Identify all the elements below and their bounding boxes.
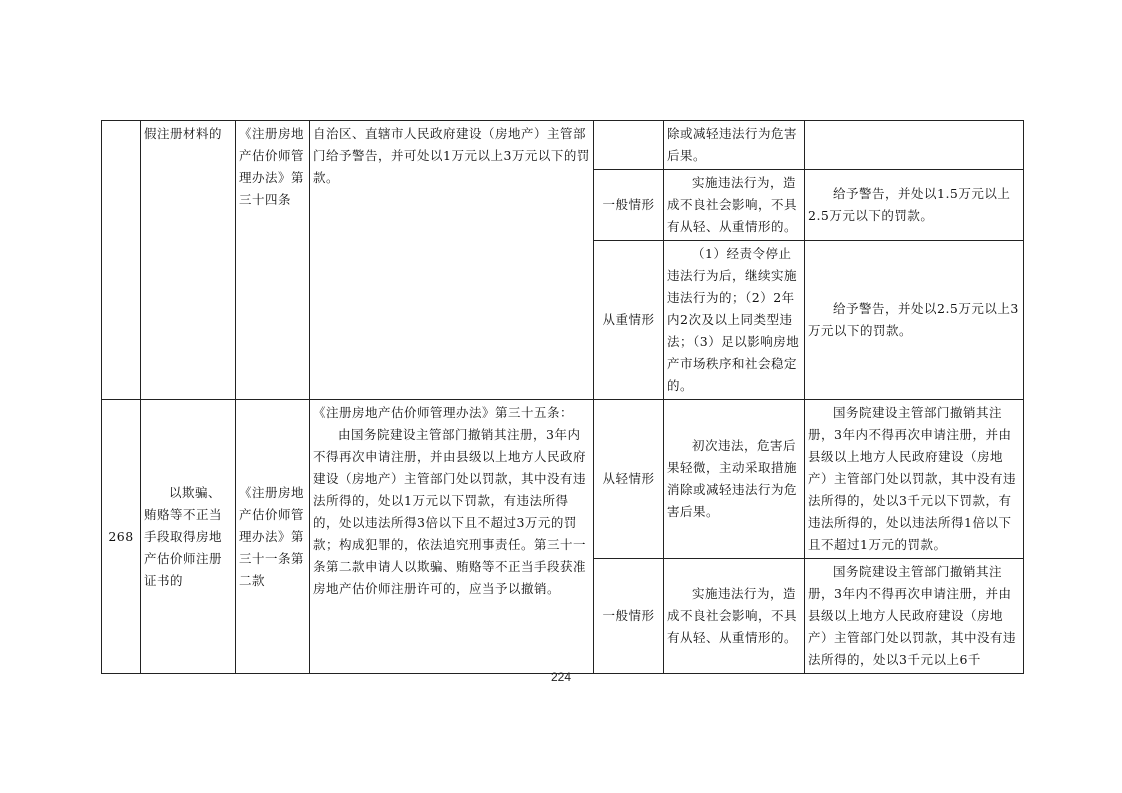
provision-text: 由国务院建设主管部门撤销其注册，3年内不得再次申请注册，并由县级以上地方人民政府建设（房地产）主管部门处以罚款，其中没有违法所得的，处以1万元以下罚款，有违法所得的，处以违法所得3倍以下且不超过3万元的罚款；构成犯罪的，依法追究刑事责任。第三十一条第二款申请人以欺骗、贿赂等不正当手段获准房地产估价师注册许可的，应当予以撤销。	[313, 427, 587, 596]
penalty-standard-cell	[805, 121, 1024, 170]
circumstance-cell: 初次违法，危害后果轻微，主动采取措施消除或减轻违法行为危害后果。	[664, 400, 805, 559]
penalty-standard-cell: 给予警告，并处以2.5万元以上3万元以下的罚款。	[805, 241, 1024, 400]
penalty-standards-table	[101, 120, 1024, 674]
table-row	[102, 400, 1024, 559]
circumstance-cell: 除或减轻违法行为危害后果。	[664, 121, 805, 170]
circumstance-cell: 实施违法行为，造成不良社会影响，不具有从轻、从重情形的。	[664, 170, 805, 241]
discretion-level-cell	[594, 121, 664, 170]
legal-basis-cell: 《注册房地产估价师管理办法》第三十一条第二款	[236, 400, 310, 674]
violation-item-cell: 假注册材料的	[141, 121, 236, 400]
circumstance-cell: 实施违法行为，造成不良社会影响，不具有从轻、从重情形的。	[664, 559, 805, 674]
circumstance-cell: （1）经责令停止违法行为后，继续实施违法行为的；（2）2年内2次及以上同类型违法；（3）足以影响房地产市场秩序和社会稳定的。	[664, 241, 805, 400]
violation-item-cell: 以欺骗、贿赂等不正当手段取得房地产估价师注册证书的	[141, 400, 236, 674]
penalty-provision-cell	[310, 400, 594, 674]
discretion-level-cell: 一般情形	[594, 170, 664, 241]
penalty-standard-cell: 国务院建设主管部门撤销其注册，3年内不得再次申请注册，并由县级以上地方人民政府建设（房地产）主管部门处以罚款，其中没有违法所得的，处以3千元以下罚款，有违法所得的，处以违法所得1倍以下且不超过1万元的罚款。	[805, 400, 1024, 559]
seq-cell: 268	[102, 400, 141, 674]
discretion-level-cell: 一般情形	[594, 559, 664, 674]
penalty-provision-cell: 自治区、直辖市人民政府建设（房地产）主管部门给予警告，并可处以1万元以上3万元以下的罚款。	[310, 121, 594, 400]
page-number: 224	[550, 670, 572, 684]
provision-title: 《注册房地产估价师管理办法》第三十五条：	[313, 405, 574, 420]
discretion-level-cell: 从重情形	[594, 241, 664, 400]
penalty-standard-cell: 给予警告，并处以1.5万元以上2.5万元以下的罚款。	[805, 170, 1024, 241]
legal-basis-cell: 《注册房地产估价师管理办法》第三十四条	[236, 121, 310, 400]
penalty-standard-cell: 国务院建设主管部门撤销其注册，3年内不得再次申请注册，并由县级以上地方人民政府建设（房地产）主管部门处以罚款，其中没有违法所得的，处以3千元以上6千	[805, 559, 1024, 674]
discretion-level-cell: 从轻情形	[594, 400, 664, 559]
seq-cell	[102, 121, 141, 400]
table-row	[102, 121, 1024, 170]
